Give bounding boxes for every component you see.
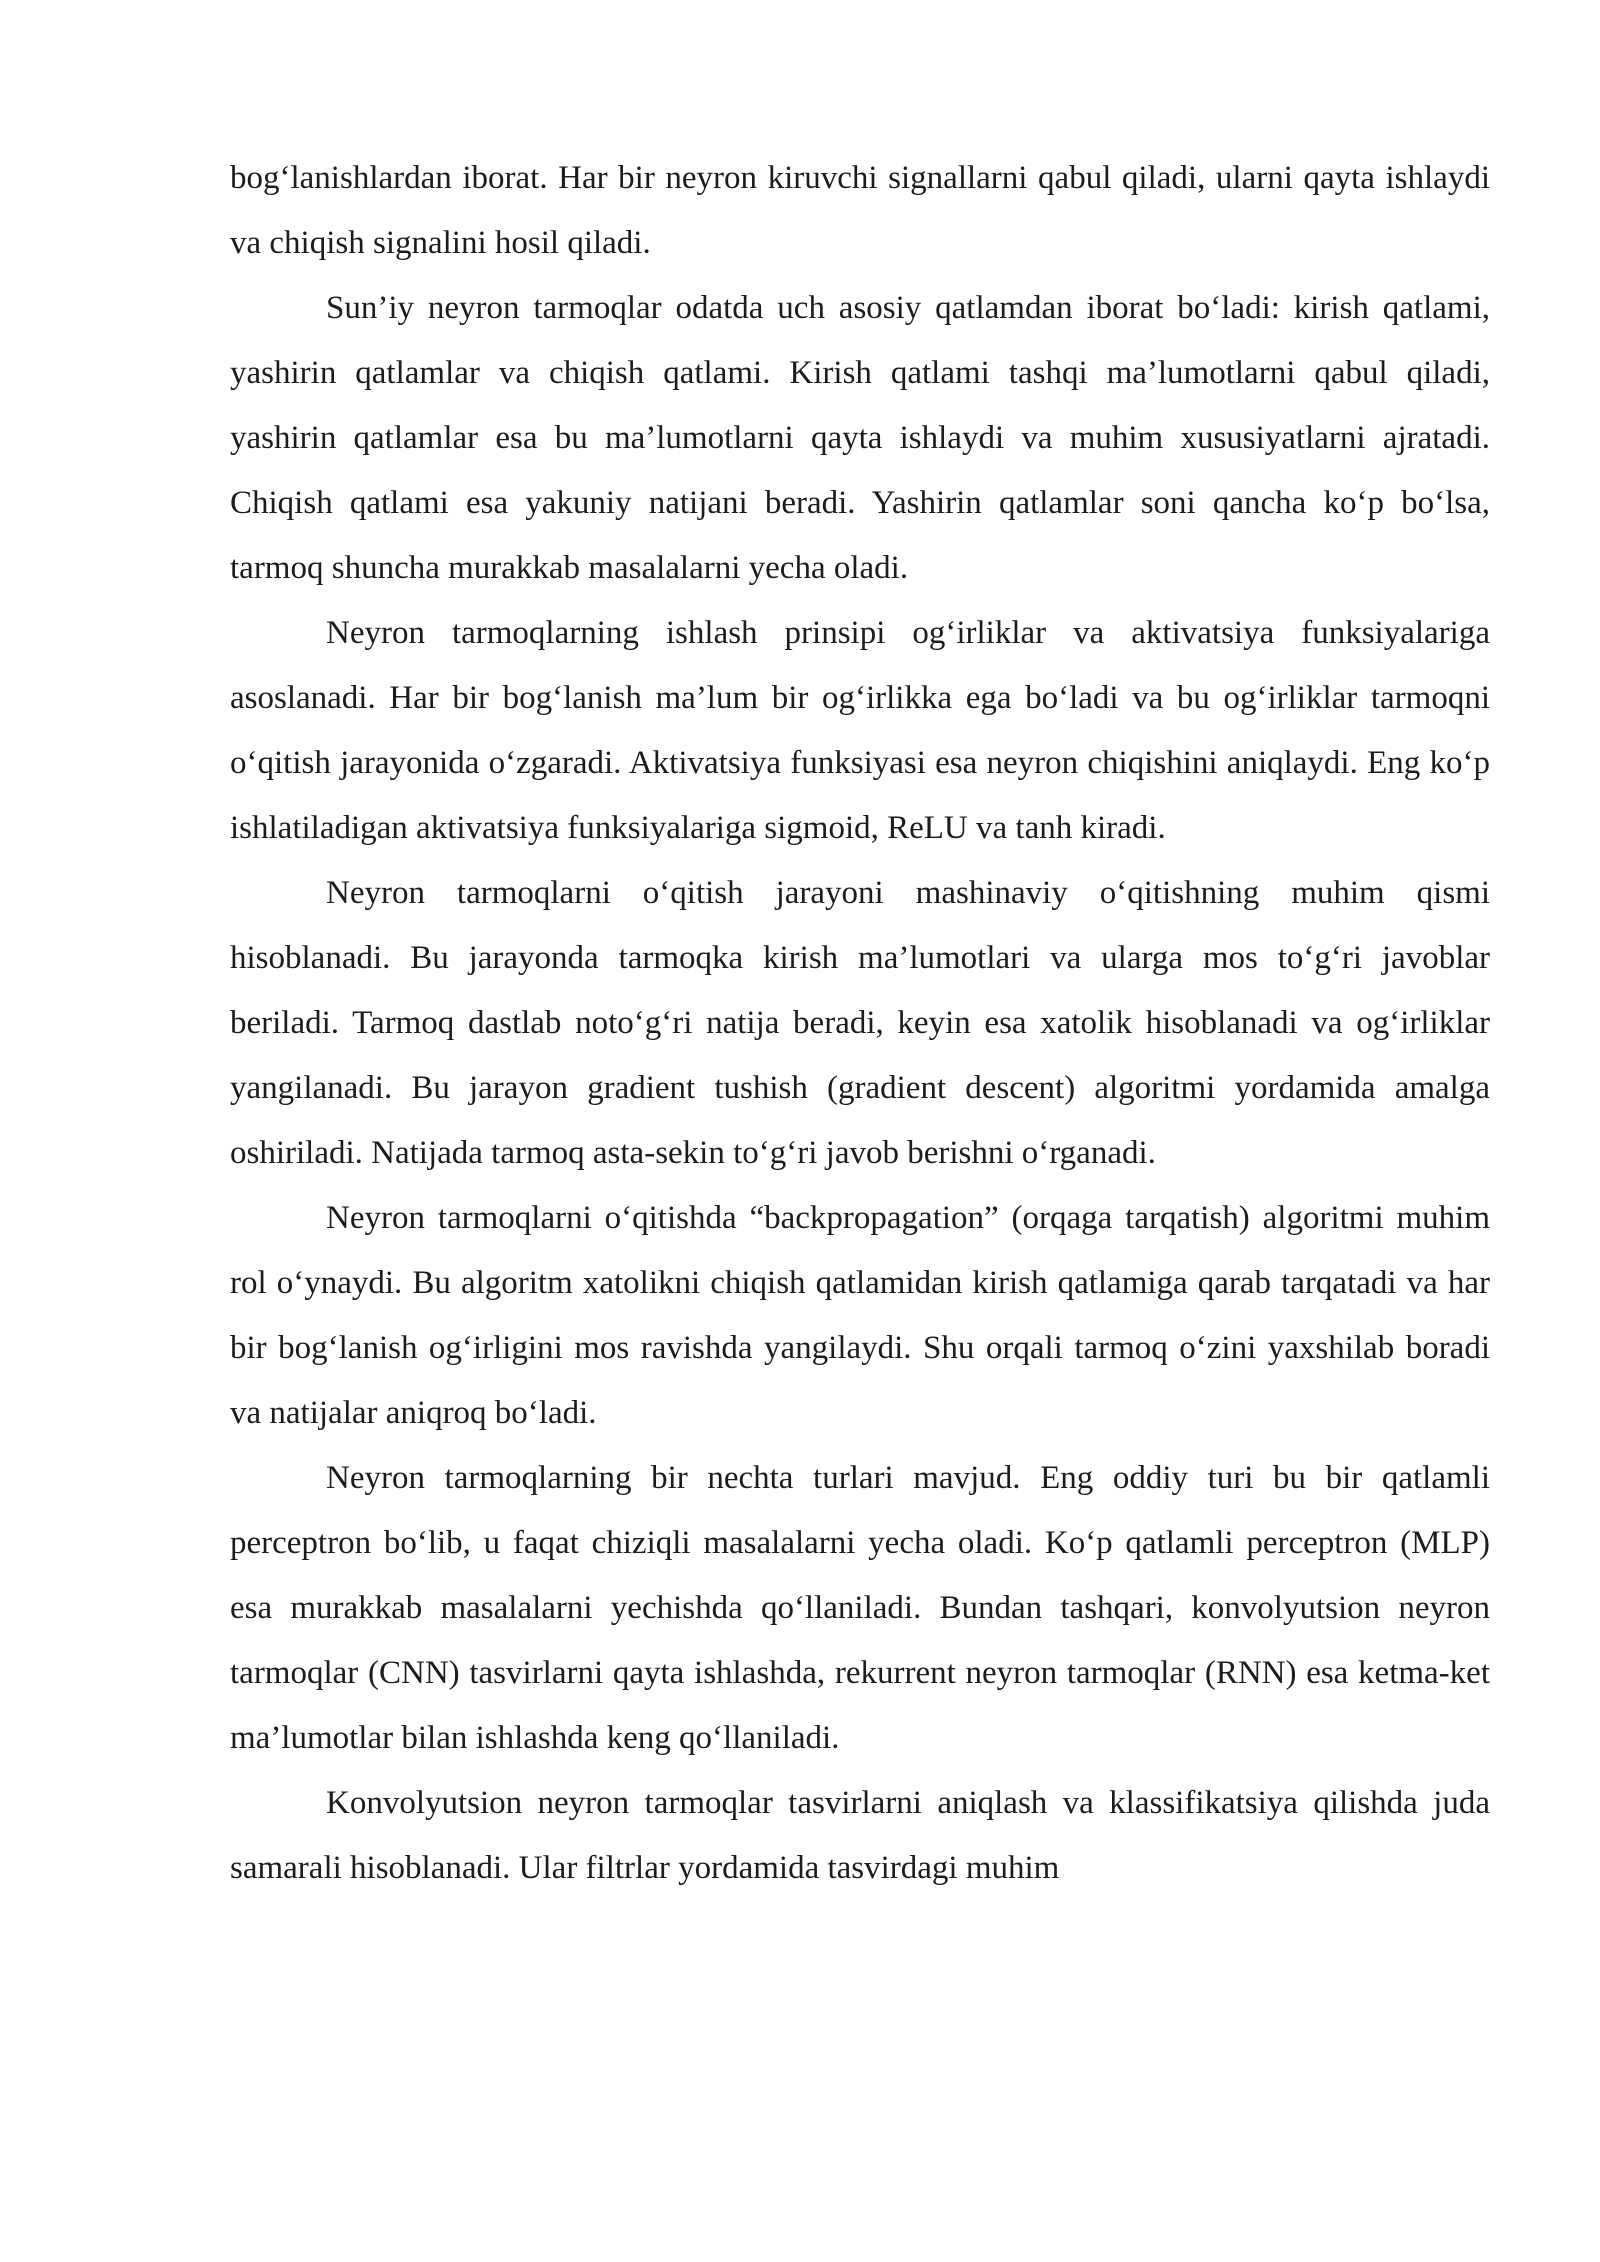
paragraph: Konvolyutsion neyron tarmoqlar tasvirlarni aniqlash va klassifikatsiya qilishda juda samarali hisoblanadi. Ular filtrlar yordamida tasvirdagi muhim <box>230 1785 1490 1886</box>
paragraph: Neyron tarmoqlarni o‘qitishda “backpropagation” (orqaga tarqatish) algoritmi muhim rol o‘ynaydi. Bu algoritm xatolikni chiqish qatlamidan kirish qatlamiga qarab tarqatadi va har bir bog‘lanish og‘irligini mos ravishda yangilaydi. Shu orqali tarmoq o‘zini yaxshilab boradi va natijalar aniqroq bo‘ladi. <box>230 1200 1490 1431</box>
paragraph: Sun’iy neyron tarmoqlar odatda uch asosiy qatlamdan iborat bo‘ladi: kirish qatlami, yashirin qatlamlar va chiqish qatlami. Kirish qatlami tashqi ma’lumotlarni qabul qiladi, yashirin qatlamlar esa bu ma’lumotlarni qayta ishlaydi va muhim xususiyatlarni ajratadi. Chiqish qatlami esa yakuniy natijani beradi. Yashirin qatlamlar soni qancha ko‘p bo‘lsa, tarmoq shuncha murakkab masalalarni yecha oladi. <box>230 290 1490 586</box>
paragraph: Neyron tarmoqlarni o‘qitish jarayoni mashinaviy o‘qitishning muhim qismi hisoblanadi. Bu jarayonda tarmoqka kirish ma’lumotlari va ularga mos to‘g‘ri javoblar beriladi. Tarmoq dastlab noto‘g‘ri natija beradi, keyin esa xatolik hisoblanadi va og‘irliklar yangilanadi. Bu jarayon gradient tushish (gradient descent) algoritmi yordamida amalga oshiriladi. Natijada tarmoq asta-sekin to‘g‘ri javob berishni o‘rganadi. <box>230 875 1490 1171</box>
paragraph: Neyron tarmoqlarning bir nechta turlari mavjud. Eng oddiy turi bu bir qatlamli perceptron bo‘lib, u faqat chiziqli masalalarni yecha oladi. Ko‘p qatlamli perceptron (MLP) esa murakkab masalalarni yechishda qo‘llaniladi. Bundan tashqari, konvolyutsion neyron tarmoqlar (CNN) tasvirlarni qayta ishlashda, rekurrent neyron tarmoqlar (RNN) esa ketma-ket ma’lumotlar bilan ishlashda keng qo‘llaniladi. <box>230 1460 1490 1756</box>
body-text <box>230 146 1490 1901</box>
paragraph: Neyron tarmoqlarning ishlash prinsipi og‘irliklar va aktivatsiya funksiyalariga asoslanadi. Har bir bog‘lanish ma’lum bir og‘irlikka ega bo‘ladi va bu og‘irliklar tarmoqni o‘qitish jarayonida o‘zgaradi. Aktivatsiya funksiyasi esa neyron chiqishini aniqlaydi. Eng ko‘p ishlatiladigan aktivatsiya funksiyalariga sigmoid, ReLU va tanh kiradi. <box>230 615 1490 846</box>
paragraph: bog‘lanishlardan iborat. Har bir neyron kiruvchi signallarni qabul qiladi, ularni qayta ishlaydi va chiqish signalini hosil qiladi. <box>230 160 1490 261</box>
